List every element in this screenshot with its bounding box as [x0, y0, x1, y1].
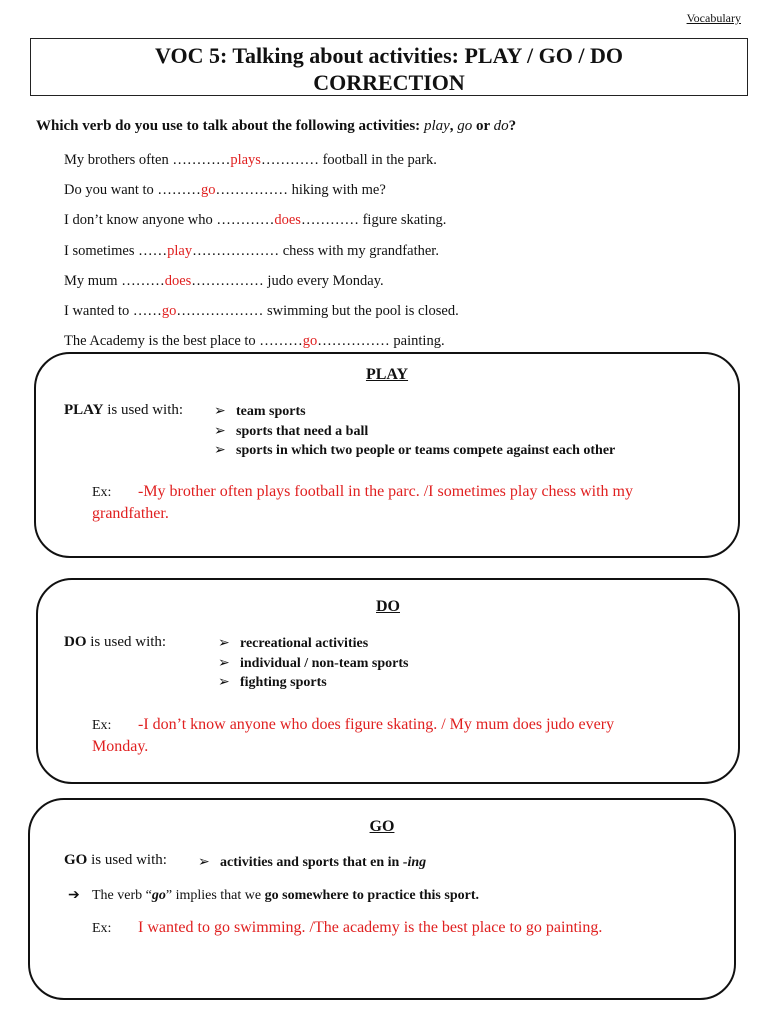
- play-verb: PLAY: [64, 402, 104, 418]
- do-used-label: [64, 634, 166, 651]
- sentence-after: ……………… swimming but the pool is closed.: [176, 302, 459, 319]
- answer: go: [302, 333, 318, 350]
- sentence-after: ……………… chess with my grandfather.: [192, 242, 439, 259]
- go-note: [68, 887, 479, 904]
- ex-label: Ex:: [92, 485, 112, 500]
- bullet-text: team sports: [236, 404, 306, 419]
- list-item: [214, 403, 615, 423]
- sentence: [64, 273, 459, 303]
- sentence-before: The Academy is the best place to ………: [64, 333, 303, 350]
- arrowhead-bullet-icon: ➢: [218, 636, 230, 651]
- sentence-before: My mum ………: [64, 272, 165, 289]
- sentence: [64, 152, 459, 182]
- go-bullet: [198, 854, 426, 871]
- sentence: [64, 182, 459, 212]
- arrowhead-bullet-icon: ➢: [198, 855, 210, 870]
- note-verb: go: [151, 888, 166, 903]
- sentence-after: ………… football in the park.: [260, 152, 437, 168]
- option-go: go: [457, 118, 473, 134]
- do-example: [92, 714, 672, 757]
- title-line-1: VOC 5: Talking about activities: PLAY / GO / DO: [155, 43, 623, 68]
- arrowhead-bullet-icon: ➢: [218, 675, 230, 690]
- sentence-after: …………… hiking with me?: [215, 182, 386, 199]
- question-end: ?: [508, 118, 517, 134]
- bullet-suffix: ing: [407, 855, 427, 870]
- play-box-title: PLAY: [365, 366, 409, 383]
- question-comma: ,: [449, 118, 458, 134]
- play-bullet-list: [214, 403, 615, 462]
- used-with-text: is used with:: [103, 402, 184, 418]
- question: [36, 118, 516, 135]
- note-bold: go somewhere to practice this sport.: [264, 888, 479, 903]
- note-prefix: The verb “: [92, 888, 152, 903]
- list-item: [214, 423, 615, 443]
- list-item: [218, 635, 408, 655]
- example-text: -My brother often plays football in the parc. /I sometimes play chess with my grandfather.: [92, 483, 633, 522]
- do-bullet-list: [218, 635, 408, 694]
- arrowhead-bullet-icon: ➢: [214, 423, 226, 439]
- sentence: [64, 243, 459, 273]
- sentence-before: Do you want to ………: [64, 182, 201, 199]
- sentence-before: I sometimes ……: [64, 242, 168, 259]
- question-prefix: Which verb do you use to talk about the following activities:: [36, 118, 424, 134]
- list-item: [214, 442, 615, 462]
- sentence-list: [64, 152, 459, 363]
- title-line-2: CORRECTION: [313, 70, 465, 95]
- ex-label: Ex:: [92, 921, 112, 936]
- note-mid: ” implies that we: [165, 888, 265, 903]
- play-box: [34, 352, 740, 558]
- arrowhead-bullet-icon: ➢: [218, 655, 230, 671]
- bullet-text: activities and sports that en in -: [220, 855, 408, 870]
- answer: play: [167, 242, 193, 259]
- option-do: do: [493, 118, 509, 134]
- arrowhead-bullet-icon: ➢: [214, 443, 226, 458]
- do-box: [36, 578, 740, 784]
- right-arrow-icon: ➔: [68, 888, 80, 903]
- play-example: [92, 481, 672, 524]
- used-with-text: is used with:: [86, 634, 167, 650]
- list-item: [218, 674, 408, 694]
- header-tag: Vocabulary: [686, 11, 741, 25]
- option-play: play: [423, 118, 450, 134]
- sentence-after: …………… judo every Monday.: [191, 272, 384, 289]
- sentence-before: My brothers often …………: [64, 152, 231, 168]
- ex-label: Ex:: [92, 718, 112, 733]
- bullet-text: recreational activities: [240, 636, 369, 651]
- do-verb: DO: [64, 634, 87, 650]
- bullet-text: fighting sports: [240, 675, 327, 690]
- answer: plays: [230, 152, 261, 168]
- bullet-text: sports that need a ball: [236, 423, 369, 439]
- list-item: [218, 655, 408, 675]
- answer: does: [164, 272, 192, 289]
- used-with-text: is used with:: [87, 852, 167, 868]
- example-text: I wanted to go swimming. /The academy is the best place to go painting.: [138, 919, 603, 936]
- sentence-before: I don’t know anyone who …………: [64, 212, 275, 229]
- play-used-label: [64, 402, 183, 419]
- do-box-title: DO: [376, 598, 400, 615]
- answer: does: [274, 212, 301, 229]
- title-box: [30, 38, 748, 96]
- sentence: [64, 212, 459, 242]
- sentence-before: I wanted to ……: [64, 302, 162, 319]
- bullet-text: individual / non-team sports: [240, 655, 409, 671]
- answer: go: [200, 182, 216, 199]
- sentence: [64, 303, 459, 333]
- sentence-after: …………… painting.: [317, 333, 445, 350]
- go-used-label: [64, 852, 167, 869]
- bullet-text: sports in which two people or teams compete against each other: [236, 443, 616, 458]
- example-text: -I don’t know anyone who does figure skating. / My mum does judo every Monday.: [92, 716, 615, 755]
- answer: go: [161, 302, 177, 319]
- arrowhead-bullet-icon: ➢: [214, 404, 226, 419]
- go-example: [92, 917, 652, 939]
- question-or: or: [472, 118, 494, 134]
- go-verb: GO: [64, 852, 88, 868]
- go-box-title: GO: [369, 818, 395, 835]
- sentence-after: ………… figure skating.: [300, 212, 447, 229]
- go-box: [28, 798, 736, 1000]
